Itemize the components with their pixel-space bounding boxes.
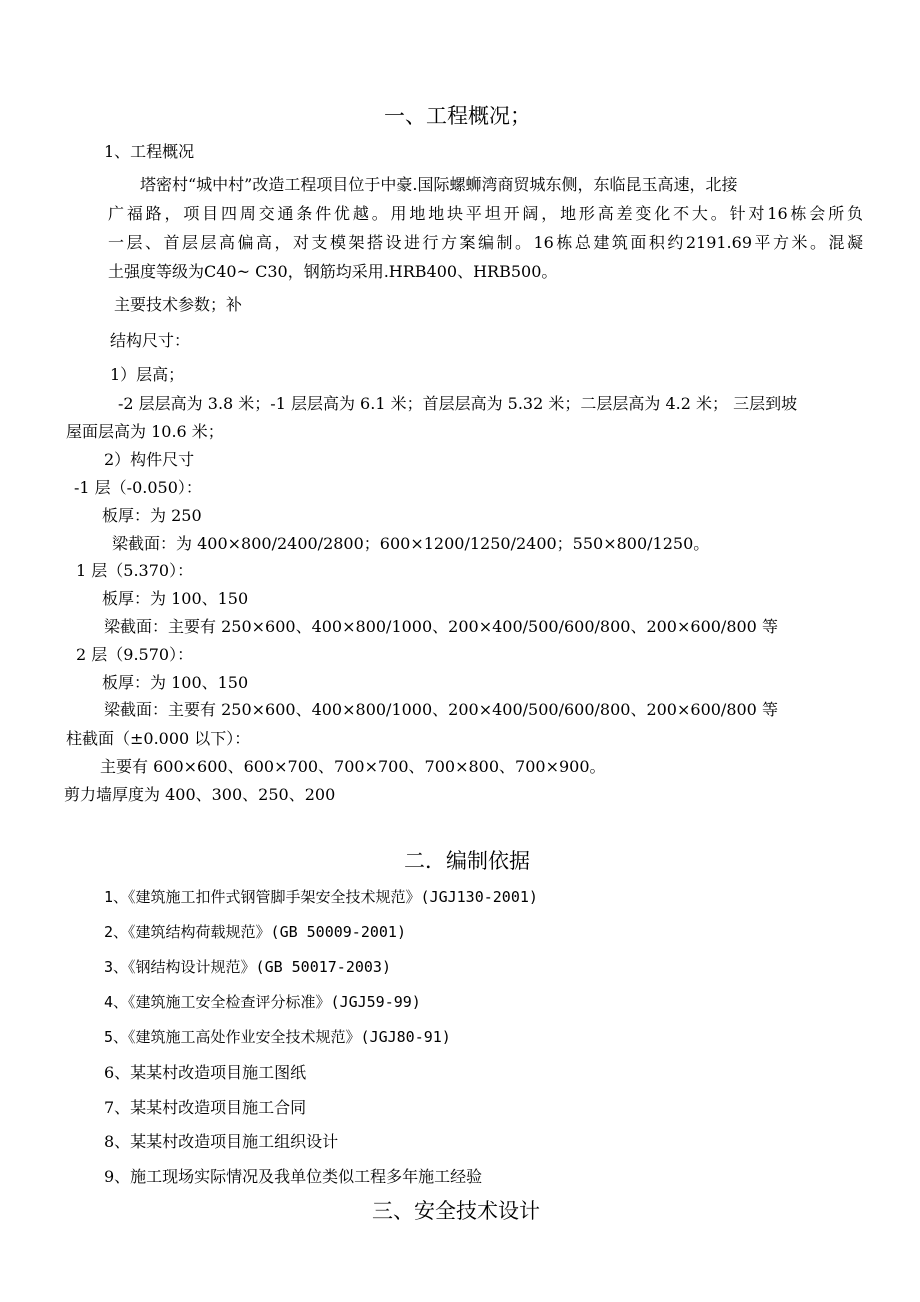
column-section-values: 主要有 600×600、600×700、700×700、700×800、700×900。: [100, 757, 606, 776]
reference-item-2: 2、《建筑结构荷载规范》(GB 50009-2001): [104, 923, 406, 941]
intro-line-1: 塔密村“城中村”改造工程项目位于中豪.国际螺蛳湾商贸城东侧，东临昆玉高速，北接: [140, 175, 738, 194]
member-size-title: 2）构件尺寸: [104, 450, 195, 469]
reference-item-3: 3、《钢结构设计规范》(GB 50017-2003): [104, 958, 391, 976]
main-params-label: 主要技术参数；补: [114, 295, 243, 314]
reference-item-6: 6、某某村改造项目施工图纸: [104, 1063, 307, 1082]
section-2-title: 二．编制依据: [404, 849, 530, 873]
floor-height-line-1: -2 层层高为 3.8 米；-1 层层高为 6.1 米；首层层高为 5.32 米；二层层高为 4.2 米； 三层到坡: [118, 394, 798, 413]
reference-item-7: 7、某某村改造项目施工合同: [104, 1098, 307, 1117]
floor-height-title: 1）层高；: [110, 365, 185, 384]
floor-height-line-2: 屋面层高为 10.6 米；: [66, 422, 224, 441]
reference-item-1: 1、《建筑施工扣件式钢管脚手架安全技术规范》(JGJ130-2001): [104, 888, 538, 906]
section-3-title: 三、安全技术设计: [372, 1199, 540, 1223]
level-1-label: 1 层（5.370）：: [76, 561, 194, 580]
level-minus1-slab: 板厚：为 250: [102, 506, 202, 525]
level-1-beam: 梁截面：主要有 250×600、400×800/1000、200×400/500/600/800、200×600/800 等: [104, 617, 778, 636]
reference-item-4: 4、《建筑施工安全检查评分标准》(JGJ59-99): [104, 993, 421, 1011]
reference-item-8: 8、某某村改造项目施工组织设计: [104, 1132, 339, 1151]
intro-line-3: 一层、首层层高偏高，对支模架搭设进行方案编制。16栋总建筑面积约2191.69平方米。混凝: [108, 233, 863, 252]
struct-size-label: 结构尺寸：: [110, 331, 191, 350]
shear-wall-thickness: 剪力墙厚度为 400、300、250、200: [64, 785, 336, 804]
level-minus1-beam: 梁截面：为 400×800/2400/2800；600×1200/1250/2400；550×800/1250。: [112, 534, 710, 553]
reference-item-9: 9、施工现场实际情况及我单位类似工程多年施工经验: [104, 1167, 483, 1186]
level-2-label: 2 层（9.570）：: [76, 645, 194, 664]
section-1-title: 一、工程概况；: [384, 104, 531, 128]
level-minus1-label: -1 层（-0.050）：: [74, 478, 202, 497]
level-2-slab: 板厚：为 100、150: [102, 673, 249, 692]
section-1-subtitle: 1、工程概况: [104, 142, 195, 161]
reference-item-5: 5、《建筑施工高处作业安全技术规范》(JGJ80-91): [104, 1028, 451, 1046]
intro-line-2: 广福路，项目四周交通条件优越。用地地块平坦开阔，地形高差变化不大。针对16栋会所负: [108, 204, 863, 223]
intro-line-4: 土强度等级为C40~ C30，钢筋均采用.HRB400、HRB500。: [108, 262, 558, 281]
level-2-beam: 梁截面：主要有 250×600、400×800/1000、200×400/500/600/800、200×600/800 等: [104, 700, 778, 719]
level-1-slab: 板厚：为 100、150: [102, 589, 249, 608]
column-section-title: 柱截面（±0.000 以下）：: [66, 729, 251, 748]
